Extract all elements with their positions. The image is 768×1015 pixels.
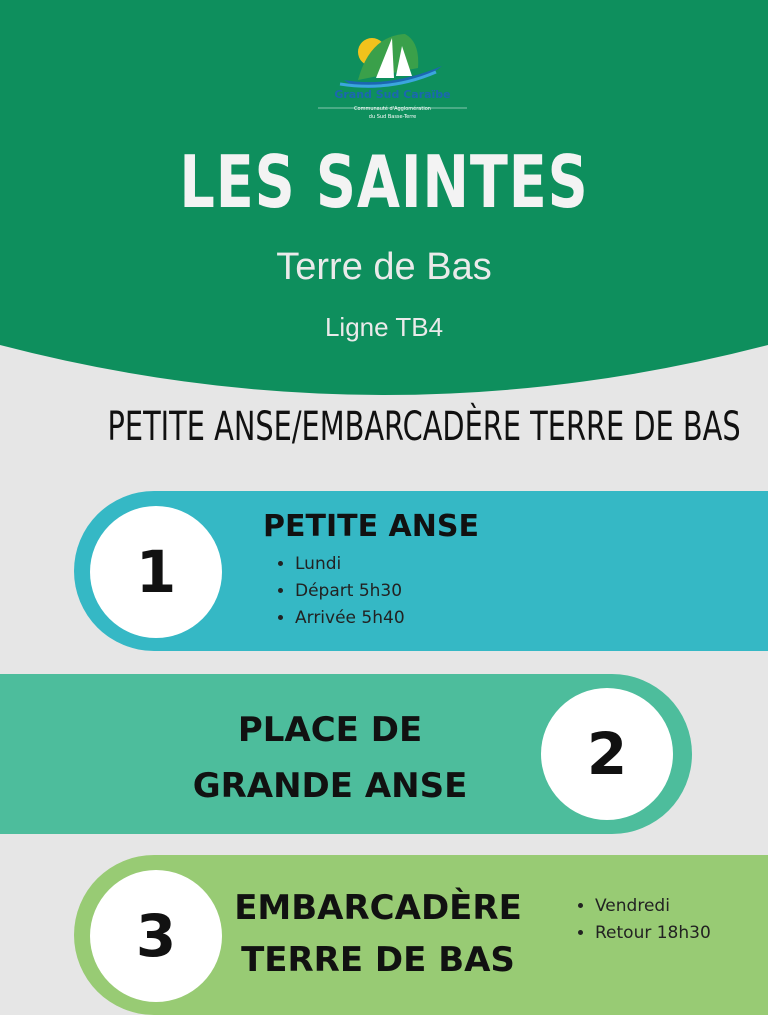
list-item: • Retour 18h30	[595, 920, 711, 947]
list-item: • Arrivée 5h40	[295, 605, 405, 632]
route-title: PETITE ANSE/EMBARCADÈRE TERRE DE BAS	[107, 404, 741, 450]
page-subtitle: Terre de Bas	[276, 246, 492, 288]
list-item: • Lundi	[295, 551, 405, 578]
stop-name-1: PETITE ANSE	[263, 509, 479, 544]
logo-subtitle: Communauté d'Agglomération	[354, 106, 431, 112]
logo	[310, 28, 475, 123]
stop-name-2	[150, 702, 510, 814]
page-title: LES SAINTES	[179, 140, 589, 224]
stop-number-3: 3	[90, 870, 222, 1002]
stop-name-2-line-2: GRANDE ANSE	[192, 766, 468, 806]
stop-number-2: 2	[541, 688, 673, 820]
stop-name-3-line-1: EMBARCADÈRE	[234, 888, 522, 928]
logo-subtitle-2: du Sud Basse-Terre	[368, 114, 417, 120]
line-label: Ligne TB4	[324, 312, 444, 342]
header	[0, 0, 768, 400]
stop-info-list-3	[573, 893, 711, 947]
list-item: • Départ 5h30	[295, 578, 405, 605]
stop-name-3-line-2: TERRE DE BAS	[241, 940, 515, 980]
logo-name: Grand Sud Caraïbe	[334, 88, 451, 101]
stop-info-list-1	[273, 551, 405, 632]
stop-name-3	[203, 882, 553, 986]
stop-number-1: 1	[90, 506, 222, 638]
list-item: • Vendredi	[595, 893, 711, 920]
stop-name-2-line-1: PLACE DE	[237, 710, 423, 750]
